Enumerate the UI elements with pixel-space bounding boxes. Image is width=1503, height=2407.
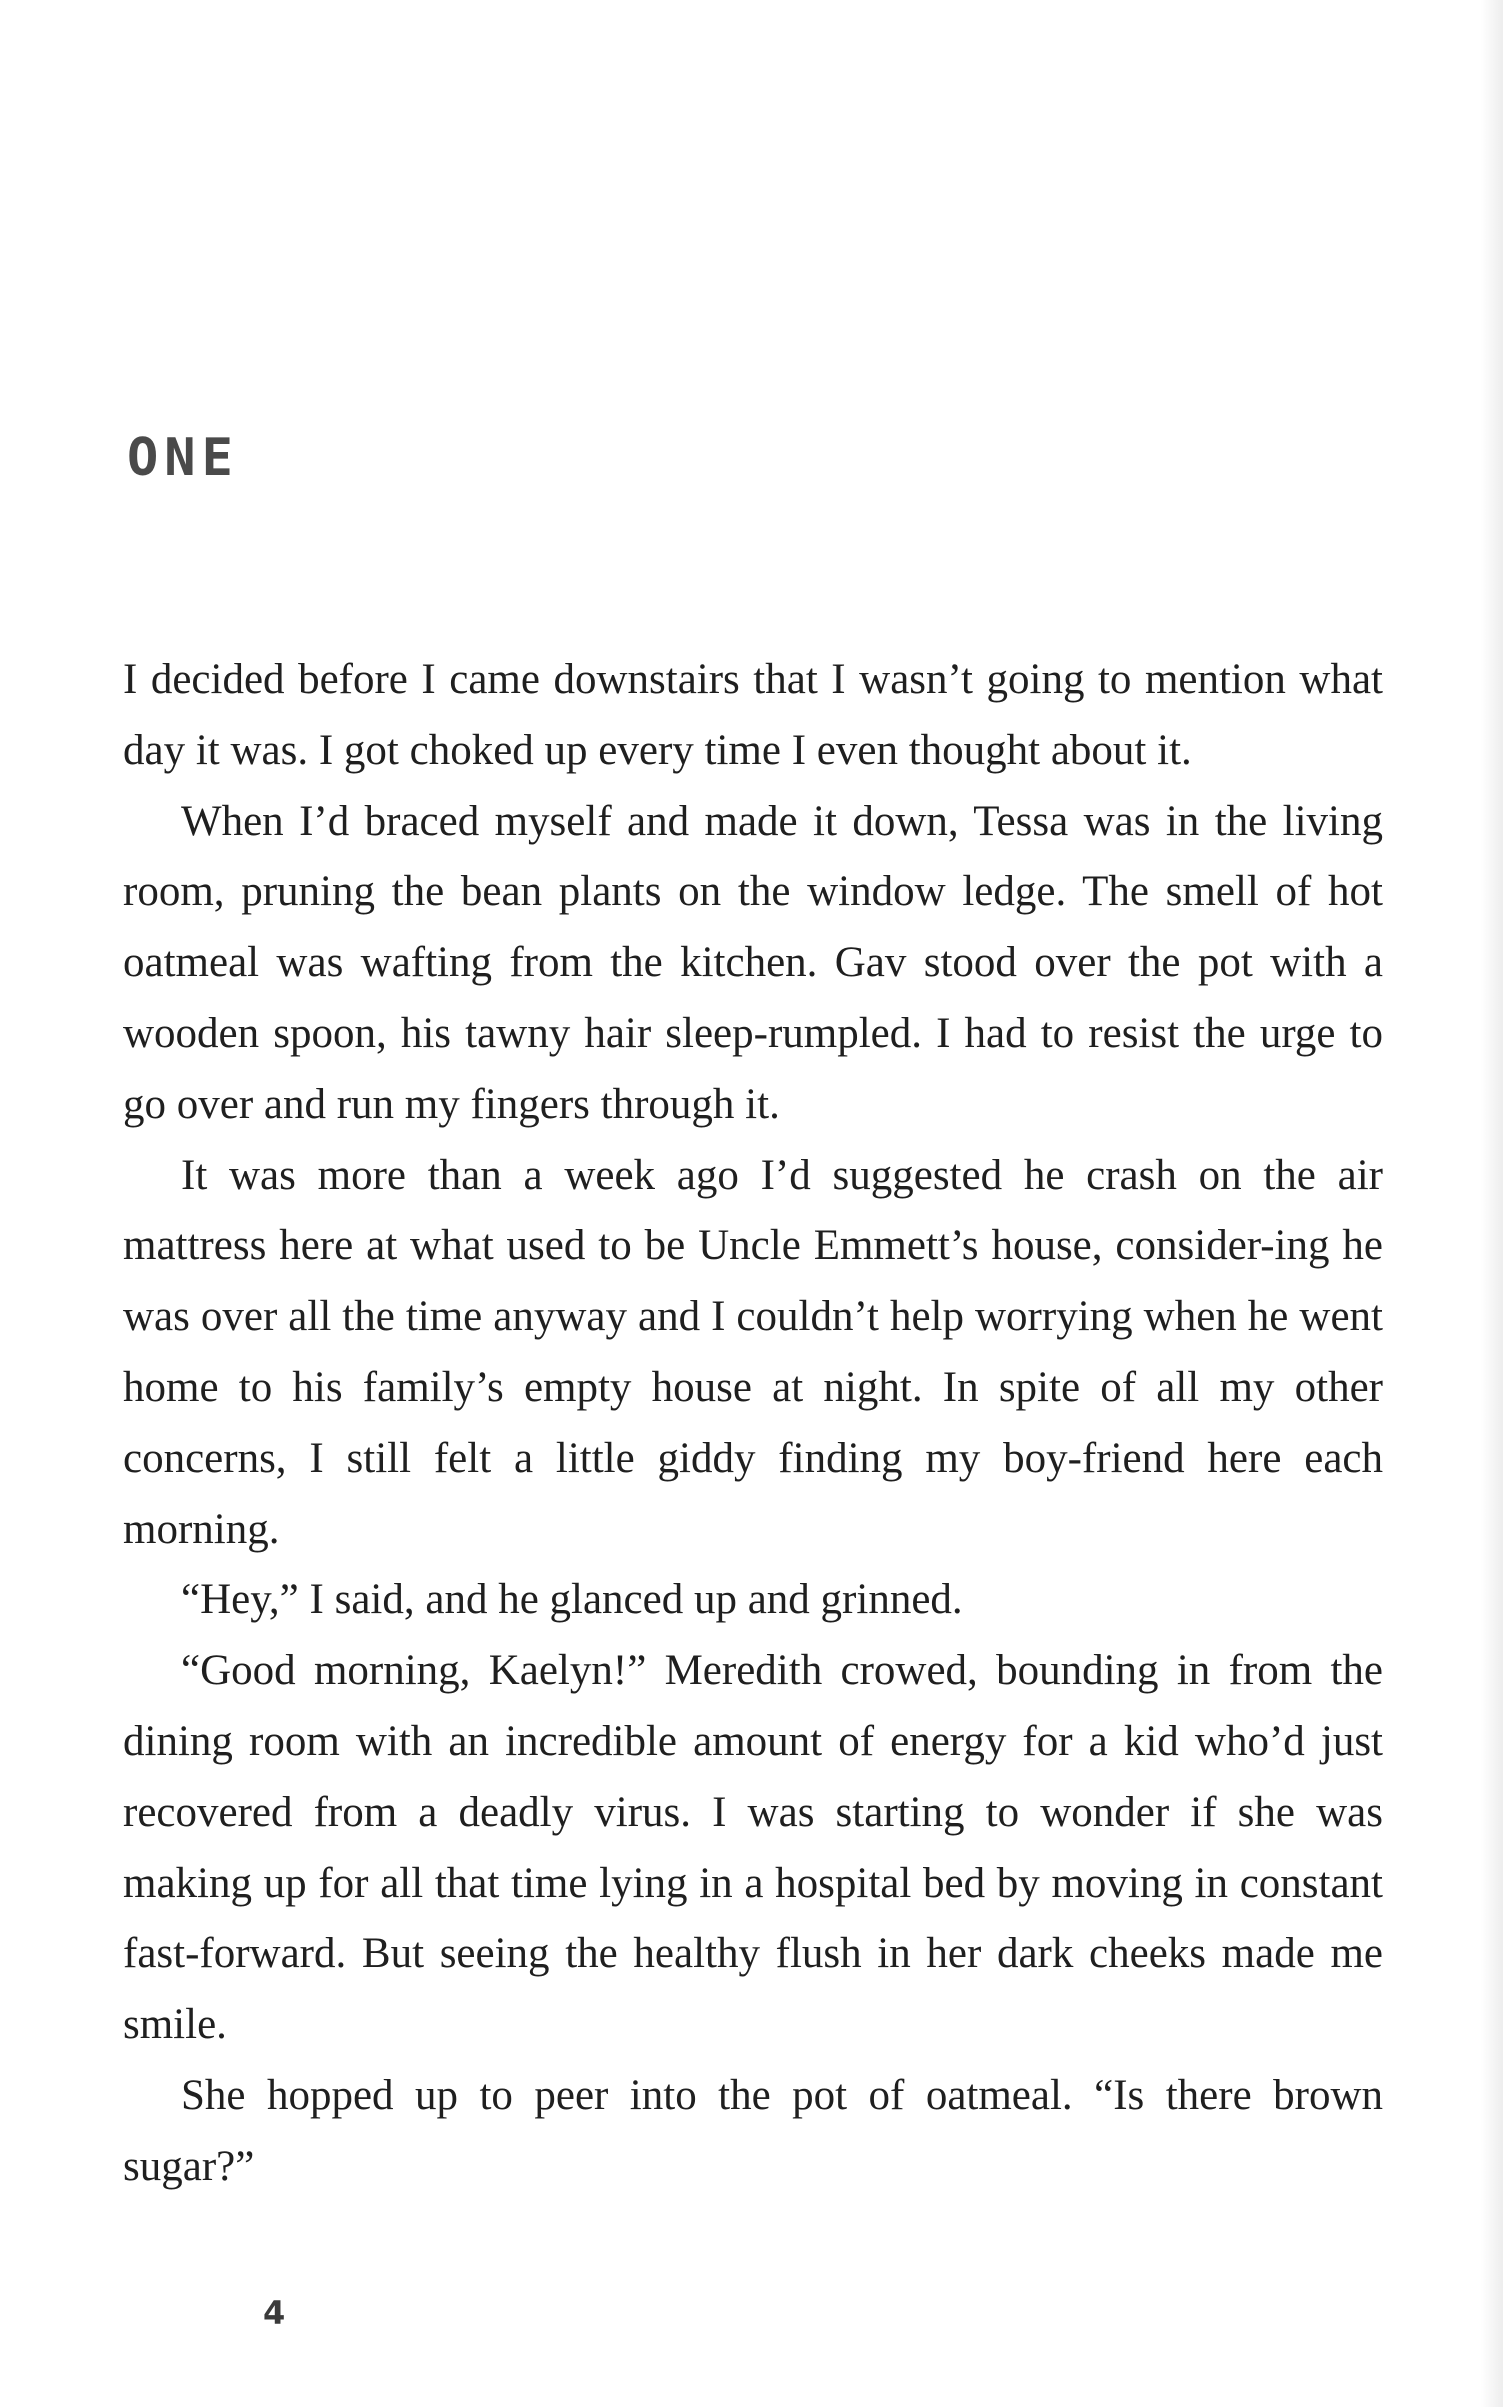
paragraph-2: When I’d braced myself and made it down, Tessa was in the living room, pruning the bean plants on the window ledge. The smell of hot oatmeal was wafting from the kitchen. Gav stood over the pot with a wooden spoon, his tawny hair sleep-rumpled. I had to resist the urge to go over and run my fingers through it. bbox=[123, 797, 1383, 1128]
paragraph-6: She hopped up to peer into the pot of oatmeal. “Is there brown sugar?” bbox=[123, 2071, 1383, 2190]
paragraph-4: “Hey,” I said, and he glanced up and grinned. bbox=[181, 1576, 963, 1624]
page-edge-shadow bbox=[1481, 0, 1503, 2407]
paragraph-1: I decided before I came downstairs that I wasn’t going to mention what day it was. I got choked up every time I even thought about it. bbox=[123, 656, 1383, 774]
page-number: 4 bbox=[263, 2294, 286, 2332]
paragraph-3: It was more than a week ago I’d suggested he crash on the air mattress here at what used to be Uncle Emmett’s house, consider-ing he was over all the time anyway and I couldn’t help worrying when he went home to his family’s empty house at night. In spite of all my other concerns, I still felt a little giddy finding my boy-friend here each morning. bbox=[123, 1151, 1383, 1553]
chapter-heading: ONE bbox=[127, 428, 239, 488]
chapter-body bbox=[123, 645, 1383, 2203]
paragraph-5: “Good morning, Kaelyn!” Meredith crowed, bounding in from the dining room with an incredible amount of energy for a kid who’d just recovered from a deadly virus. I was starting to wonder if she was making up for all that time lying in a hospital bed by moving in constant fast-forward. But seeing the healthy flush in her dark cheeks made me smile. bbox=[123, 1647, 1383, 2049]
